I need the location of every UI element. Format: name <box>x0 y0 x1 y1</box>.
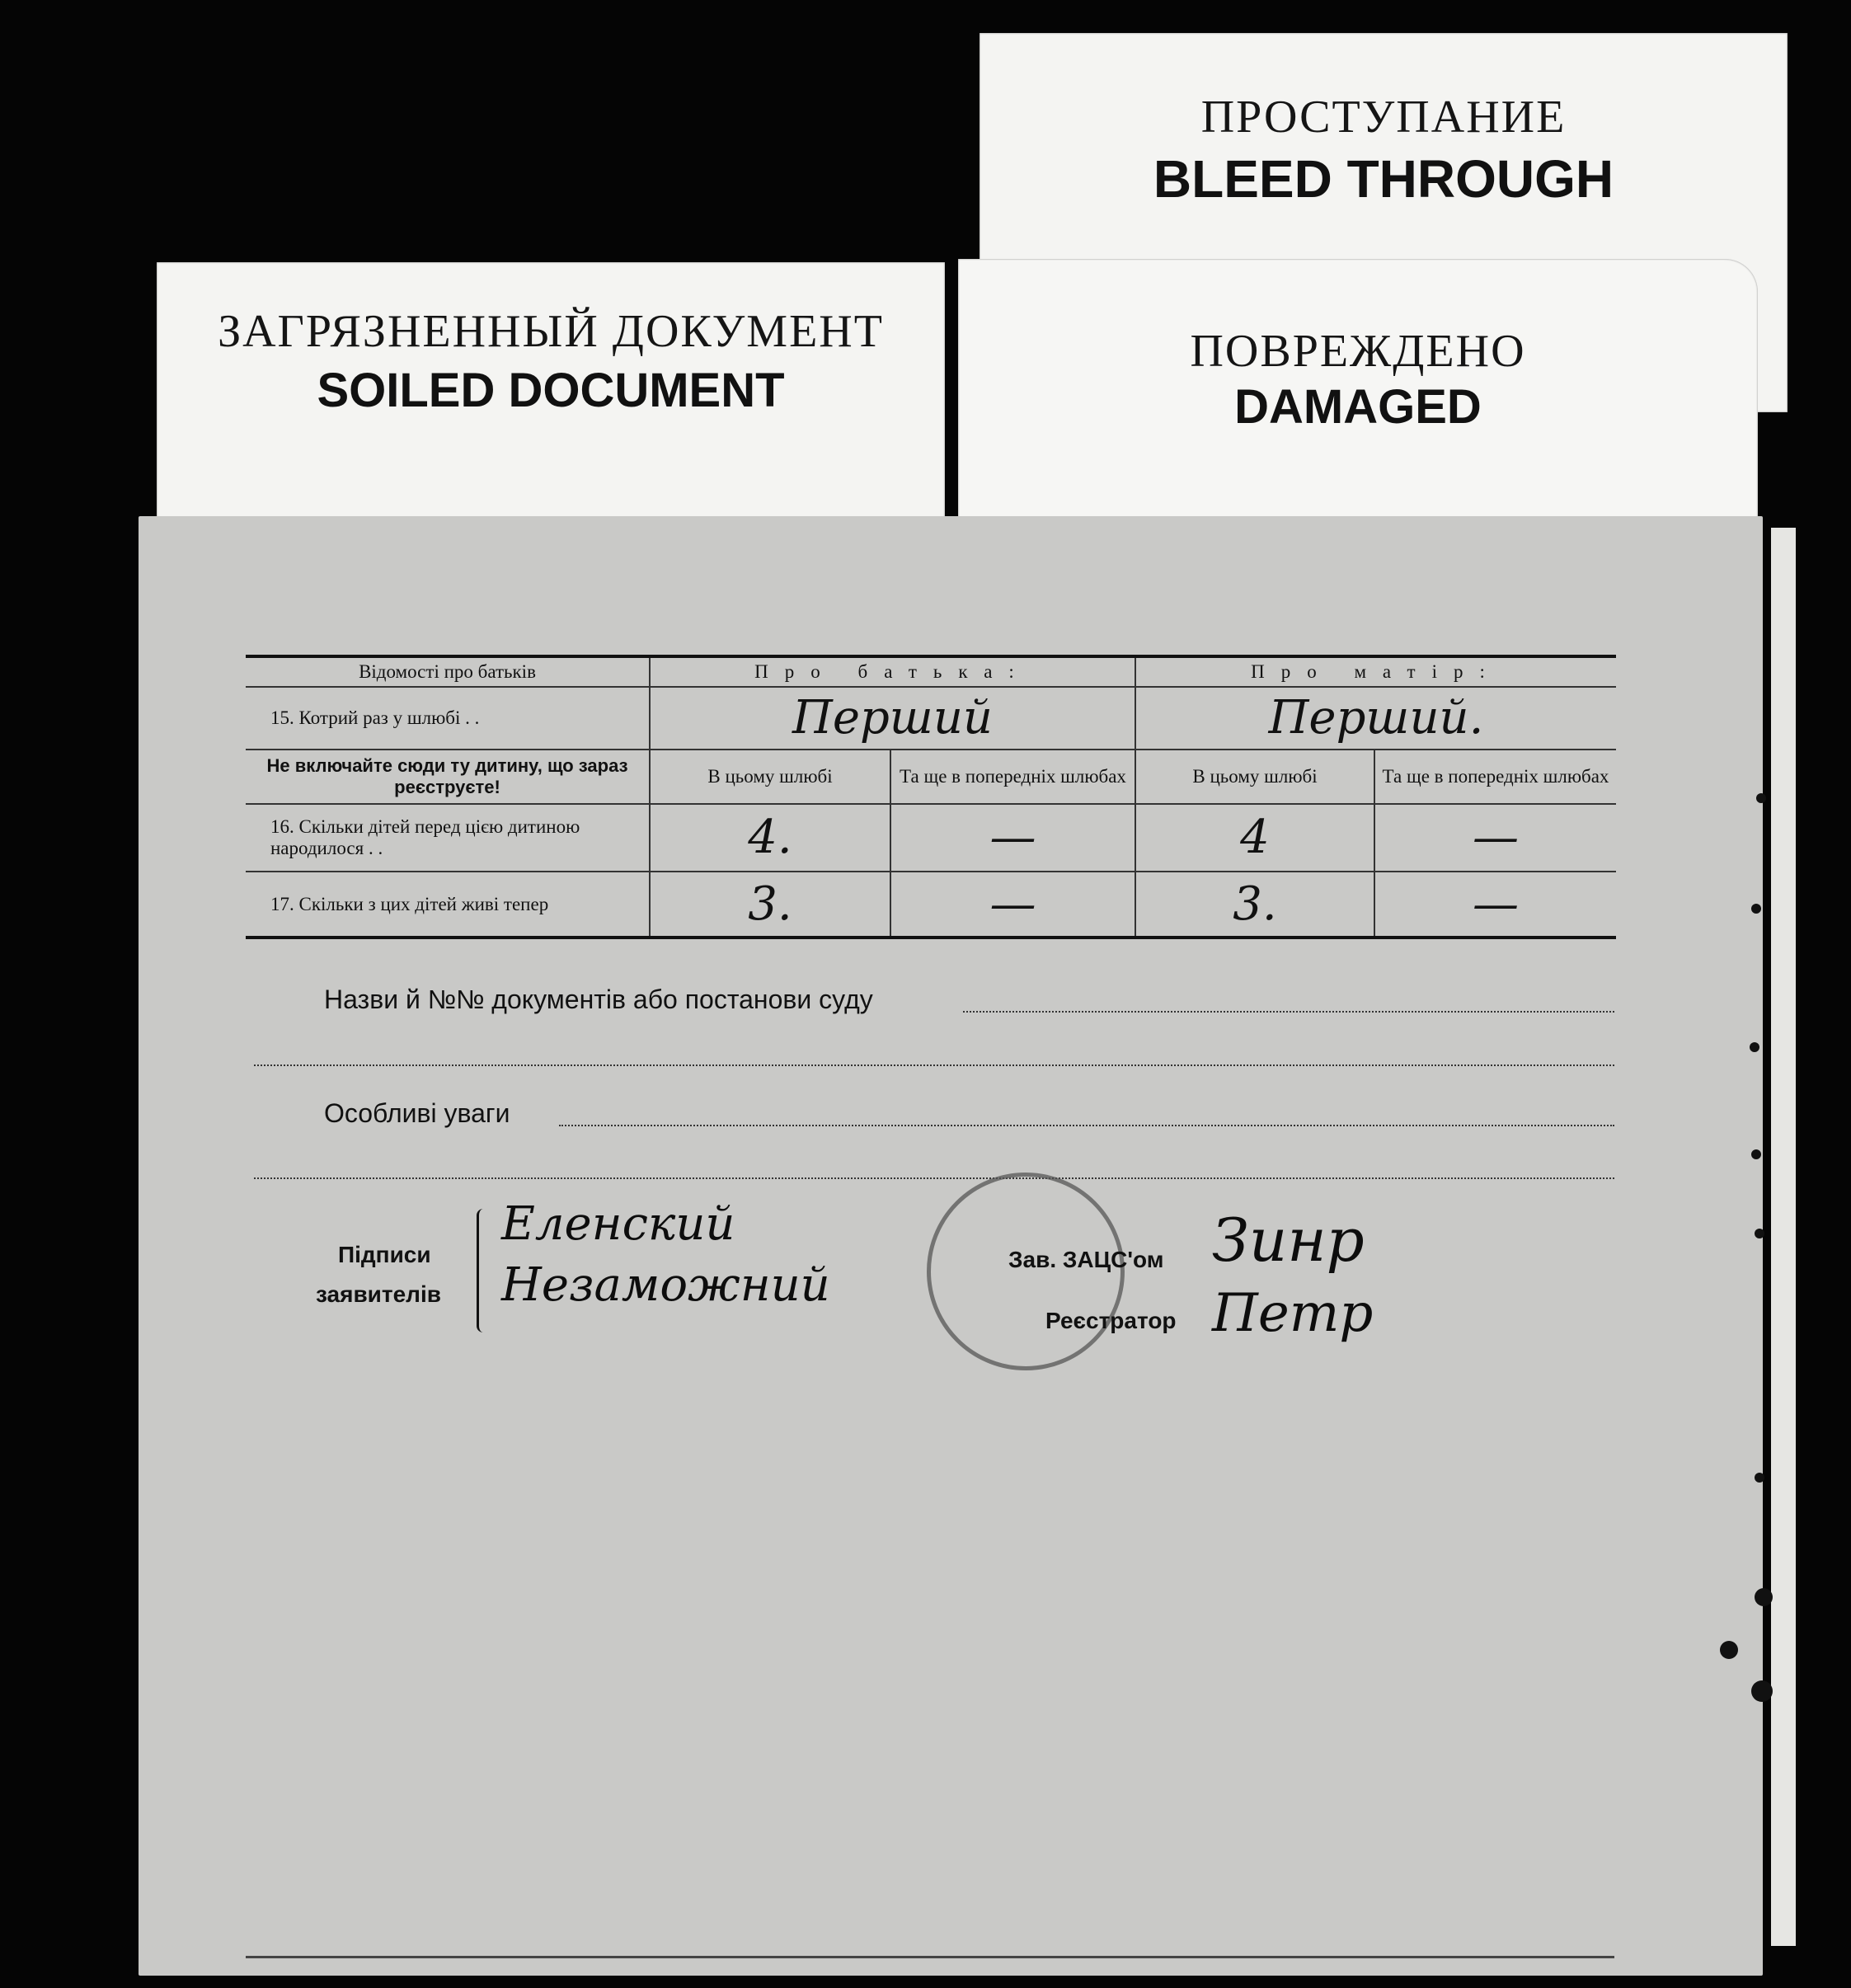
head-signature: Зинр <box>1212 1205 1365 1275</box>
punch-hole <box>1756 793 1766 803</box>
header-mother: Про матір: <box>1135 656 1616 687</box>
documents-line <box>963 1011 1614 1013</box>
row16-father-prev: — <box>890 804 1135 872</box>
table-row <box>246 872 1616 938</box>
row17-label: 17. Скільки з цих дітей живі тепер <box>246 872 650 938</box>
punch-hole <box>1751 904 1761 914</box>
damaged-en: DAMAGED <box>1234 380 1482 434</box>
parents-info-table <box>246 655 1616 939</box>
header-label: Відомості про батьків <box>246 656 650 687</box>
applicants-label-2: заявителів <box>316 1281 441 1307</box>
punch-hole <box>1751 1680 1773 1702</box>
punch-hole <box>1751 1149 1761 1159</box>
row16-father-this: 4. <box>650 804 890 872</box>
note-label: Не включайте сюди ту дитину, що зараз реєструєте! <box>246 750 650 804</box>
applicants-label-1: Підписи <box>338 1242 431 1267</box>
col-prev-marriage-father: Та ще в попередніх шлюбах <box>890 750 1135 804</box>
applicant-2-signature: Незаможний <box>501 1258 830 1312</box>
damaged-ru: ПОВРЕЖДЕНО <box>1190 326 1526 377</box>
row17-mother-this: 3. <box>1135 872 1374 938</box>
bleed-through-en: BLEED THROUGH <box>1153 149 1614 209</box>
col-this-marriage-father: В цьому шлюбі <box>650 750 890 804</box>
col-this-marriage-mother: В цьому шлюбі <box>1135 750 1374 804</box>
row16-mother-prev: — <box>1374 804 1616 872</box>
row17-mother-prev: — <box>1374 872 1616 938</box>
punch-hole <box>1755 1588 1773 1606</box>
sheet-edge <box>1771 528 1796 1946</box>
row16-label: 16. Скільки дітей перед цією дитиною народилося . . <box>246 804 650 872</box>
row17-father-this: 3. <box>650 872 890 938</box>
header-father: Про батька: <box>650 656 1135 687</box>
applicant-1-signature: Еленский <box>501 1197 735 1251</box>
document-sheet <box>139 516 1763 1976</box>
soiled-document-ru: ЗАГРЯЗНЕННЫЙ ДОКУМЕНТ <box>218 306 884 357</box>
row15-label: 15. Котрий раз у шлюбі . . <box>246 687 650 750</box>
punch-hole <box>1755 1229 1764 1238</box>
remarks-label: Особливі уваги <box>324 1098 510 1128</box>
remarks-line-2 <box>254 1177 1614 1179</box>
punch-hole <box>1750 1042 1759 1052</box>
head-label: Зав. ЗАЦС'ом <box>1008 1247 1164 1272</box>
registrar-label: Реєстратор <box>1045 1308 1177 1333</box>
bleed-through-ru: ПРОСТУПАНИЕ <box>1200 92 1567 143</box>
row15-mother: Перший. <box>1135 687 1616 750</box>
soiled-document-en: SOILED DOCUMENT <box>317 364 785 417</box>
remarks-line <box>559 1125 1614 1126</box>
table-header-row <box>246 656 1616 687</box>
row15-father: Перший <box>650 687 1135 750</box>
signature-brace <box>477 1209 491 1332</box>
row17-father-prev: — <box>890 872 1135 938</box>
registrar-signature: Петр <box>1212 1283 1374 1344</box>
damaged-card <box>958 259 1758 523</box>
table-row <box>246 750 1616 804</box>
row16-mother-this: 4 <box>1135 804 1374 872</box>
soiled-document-card <box>157 262 945 523</box>
col-prev-marriage-mother: Та ще в попередніх шлюбах <box>1374 750 1616 804</box>
punch-hole <box>1720 1641 1738 1659</box>
documents-line-2 <box>254 1064 1614 1066</box>
table-row <box>246 804 1616 872</box>
bottom-rule <box>246 1956 1614 1958</box>
documents-label: Назви й №№ документів або постанови суду <box>324 985 873 1014</box>
punch-hole <box>1755 1473 1764 1483</box>
table-row <box>246 687 1616 750</box>
